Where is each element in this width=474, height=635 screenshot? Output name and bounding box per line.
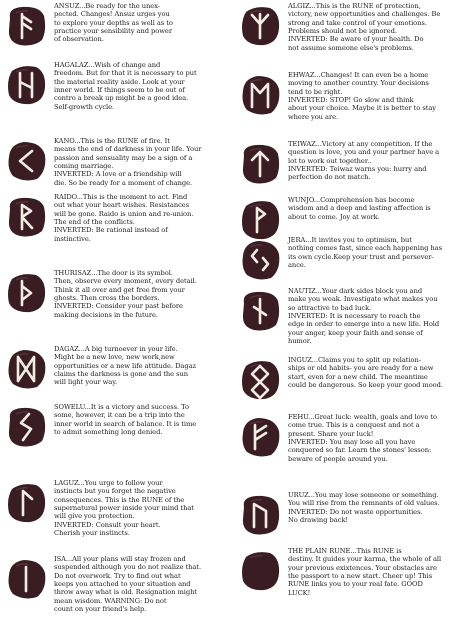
laguz-rune-stone-icon xyxy=(4,481,48,525)
rune-description xyxy=(54,269,233,319)
rune-description-line: INVERTED: Consider your past before xyxy=(54,302,183,311)
rune-description-line: make you weak. Investigate what makes you xyxy=(288,295,438,304)
rune-description-line: moving to another country. Your decisions xyxy=(288,79,429,88)
rune-description-line: INVERTED: Be aware of your health. Do xyxy=(288,35,424,44)
rune-entry-wunjo xyxy=(238,196,467,236)
rune-description-line: JERA...It invites you to optimism, but xyxy=(288,236,412,244)
rune-description xyxy=(288,413,467,463)
rune-description-line: NAUTIZ...Your dark sides block you and xyxy=(288,287,423,295)
left-column xyxy=(4,2,233,635)
rune-description-line: ANSUZ...Be ready for the unex- xyxy=(54,2,161,10)
rune-entry-fehu xyxy=(238,413,467,491)
rune-entry-ansuz xyxy=(4,2,233,61)
the-plain-rune-rune-stone-icon xyxy=(238,549,282,593)
rune-description-line: HAGALAZ...Wish of change and xyxy=(54,61,161,69)
rune-description-line: keeps you attached to your situation and xyxy=(54,580,191,589)
rune-description xyxy=(288,140,467,182)
rune-description-line: ALGIZ...This is the RUNE of protection, xyxy=(288,2,421,10)
rune-description-line: You will rise from the remnants of old values. xyxy=(288,499,440,508)
thurisaz-rune-stone-icon xyxy=(4,271,48,315)
rune-description-line: ISA...All your plans will stay frozen and xyxy=(54,555,186,563)
rune-description xyxy=(288,71,467,121)
rune-description-line: pected. Changes! Ansuz urges you xyxy=(54,10,170,19)
rune-description-line: KANO...This is the RUNE of fire. It xyxy=(54,137,170,145)
algiz-rune-stone-icon xyxy=(238,4,282,48)
rune-description-line: instinctive. xyxy=(54,234,91,243)
rune-description-line: its own cycle.Keep your trust and persever- xyxy=(288,252,434,261)
rune-description xyxy=(288,236,467,269)
rune-description-line: INVERTED: A love or a friendship will xyxy=(54,170,182,179)
fehu-rune-stone-icon xyxy=(238,415,282,459)
rune-description-line: claims the darkness is gone and the sun xyxy=(54,370,189,379)
rune-description-line: consequences. This is the RUNE of the xyxy=(54,495,185,504)
rune-entry-jera xyxy=(238,236,467,287)
rune-description-line: EHWAZ...Changes! It can even be a home xyxy=(288,71,429,79)
rune-description-line: Self-growth cycle. xyxy=(54,102,115,111)
rune-description-line: humor. xyxy=(288,337,312,346)
rune-description-line: supernatural power inside your mind that xyxy=(54,504,194,513)
rune-description-line: Cherish your instincts. xyxy=(54,529,130,538)
rune-description-line: RAIDO...This is the moment to act. Find xyxy=(54,193,188,201)
rune-description-line: The end of the conflicts. xyxy=(54,218,135,227)
inguz-rune-stone-icon xyxy=(238,358,282,402)
ehwaz-rune-stone-icon xyxy=(238,73,282,117)
rune-entry-laguz xyxy=(4,479,233,555)
rune-description-line: question is love, you and your partner have a xyxy=(288,148,440,157)
rune-description xyxy=(288,491,467,524)
rune-description-line: lot to work out together.. xyxy=(288,156,372,165)
rune-description-line: to admit something long denied. xyxy=(54,428,163,437)
rune-entry-hagalaz xyxy=(4,61,233,137)
rune-entry-kano xyxy=(4,137,233,193)
rune-description-line: could be dangerous. So keep your good mood. xyxy=(288,381,443,390)
rune-description-line: victory, new opportunities and challenges. Be xyxy=(288,10,441,19)
teiwaz-rune-stone-icon xyxy=(238,142,282,186)
rune-entry-nautiz xyxy=(238,287,467,356)
ansuz-rune-stone-icon xyxy=(4,4,48,48)
rune-description-line: strong and take control of your emotions. xyxy=(288,18,427,27)
rune-description-line: Think it all over and get free from your xyxy=(54,285,185,294)
isa-rune-stone-icon xyxy=(4,557,48,601)
rune-description-line: practice your sensibility and power xyxy=(54,27,172,36)
sowelu-rune-stone-icon xyxy=(4,405,48,449)
rune-description-line: perfection do not match. xyxy=(288,173,371,182)
rune-entry-the-plain-rune xyxy=(238,547,467,607)
rune-description-line: of observation. xyxy=(54,35,104,44)
rune-description-line: INVERTED: Consult your heart. xyxy=(54,520,161,529)
rune-description-line: contro a break up might be a good idea. xyxy=(54,94,189,103)
rune-description-line: start, even for a new child. The meantime xyxy=(288,372,428,381)
rune-description-line: nothing comes fast, since each happening has xyxy=(288,244,442,253)
rune-description-line: where you are. xyxy=(288,112,339,121)
rune-description-line: some, however, it can be a trip into the xyxy=(54,411,185,420)
rune-description xyxy=(54,2,233,44)
rune-entry-raido xyxy=(4,193,233,269)
rune-description-line: Do not overwork. Try to find out what xyxy=(54,571,181,580)
rune-description-line: your previous exixtences. Your obstacles are xyxy=(288,563,437,572)
rune-description xyxy=(54,193,233,243)
rune-description-line: tend to be right. xyxy=(288,87,343,96)
rune-description-line: will be gone. Raido is union and re-union. xyxy=(54,209,194,218)
rune-description-line: die. So be ready for a moment of change. xyxy=(54,178,193,187)
rune-description-line: ghosts. Then cross the borders. xyxy=(54,294,160,303)
rune-description-line: LAGUZ...You urge to follow your xyxy=(54,479,163,487)
rune-description-line: means the end of darkness in your life. Your xyxy=(54,145,202,154)
rune-description xyxy=(54,479,233,537)
rune-description-line: out what your heart wishes. Resistances xyxy=(54,201,190,210)
rune-description-line: suspended although you do not realize that. xyxy=(54,563,202,572)
rune-description-line: mean wisdom. WARNING: Do not xyxy=(54,596,167,605)
rune-description-line: INVERTED: Teiwaz warns you: hurry and xyxy=(288,165,427,174)
rune-description-line: conquered so far. Learn the stones' lesson: xyxy=(288,446,432,455)
kano-rune-stone-icon xyxy=(4,139,48,183)
rune-description-line: TEIWAZ...Victory at any competition. If the xyxy=(288,140,433,148)
rune-description-line: making decisions in the future. xyxy=(54,310,158,319)
rune-description-line: DAGAZ...A big turnoever in your life. xyxy=(54,345,178,353)
rune-description xyxy=(288,547,467,597)
rune-description-line: destiny. It guides your karma, the whole of all xyxy=(288,555,442,564)
rune-description-line: URUZ...You may lose someone or something. xyxy=(288,491,439,499)
rune-description-line: freedom. But for that it is necessary to put xyxy=(54,69,197,78)
rune-description-line: SOWELU...It is a victory and success. To xyxy=(54,403,190,411)
rune-description xyxy=(288,356,467,389)
rune-description-line: your anger, keep your faith and sense of xyxy=(288,328,423,337)
rune-description-line: the passport to a new start. Cheer up! This xyxy=(288,572,433,581)
rune-description-line: so attractive to bad luck. xyxy=(288,303,372,312)
rune-description-line: WUNJO...Comprehension has become xyxy=(288,196,415,204)
raido-rune-stone-icon xyxy=(4,195,48,239)
rune-description-line: INGUZ...Claims you to split up relation- xyxy=(288,356,421,364)
rune-description xyxy=(54,137,233,187)
rune-entry-ehwaz xyxy=(238,71,467,140)
right-column xyxy=(238,2,467,607)
rune-description-line: about to come. Joy at work. xyxy=(288,212,380,221)
rune-description-line: INVERTED: Do not waste opportunities. xyxy=(288,507,423,516)
rune-description xyxy=(288,2,467,52)
nautiz-rune-stone-icon xyxy=(238,289,282,333)
rune-description-line: not assume someone else's problems. xyxy=(288,43,414,52)
rune-description xyxy=(54,61,233,111)
dagaz-rune-stone-icon xyxy=(4,347,48,391)
rune-description-line: edge in order to emerge into a new life. Hold xyxy=(288,320,440,329)
jera-rune-stone-icon xyxy=(238,238,282,282)
rune-description-line: Then, observe every moment, every detail. xyxy=(54,277,197,286)
rune-description-line: count on your friend's help. xyxy=(54,605,147,614)
rune-description-line: passion and sensuality may be a sign of a xyxy=(54,153,193,162)
rune-description-line: inner world. If things seem to be out of xyxy=(54,86,185,95)
rune-description xyxy=(288,196,467,221)
rune-description-line: the material reality aside. Look at your xyxy=(54,77,185,86)
rune-description-line: opportunities or a new life attitude. Dagaz xyxy=(54,361,196,370)
rune-entry-algiz xyxy=(238,2,467,71)
rune-description-line: ance. xyxy=(288,261,306,270)
rune-entry-sowelu xyxy=(4,403,233,479)
rune-description-line: will give you protection. xyxy=(54,512,135,521)
rune-description-line: No drawing back! xyxy=(288,516,348,525)
hagalaz-rune-stone-icon xyxy=(4,63,48,107)
rune-description-line: LUCK! xyxy=(288,588,311,597)
rune-description-line: wisdom and a deep and lasting affection is xyxy=(288,204,431,213)
rune-description xyxy=(288,287,467,345)
rune-description-line: present. Share your luck! xyxy=(288,429,374,438)
rune-entry-teiwaz xyxy=(238,140,467,196)
uruz-rune-stone-icon xyxy=(238,493,282,537)
rune-entry-thurisaz xyxy=(4,269,233,345)
rune-description-line: throw away what is old. Resignation might xyxy=(54,588,198,597)
rune-description-line: Problems should not be ignored. xyxy=(288,27,397,36)
rune-description-line: instincts but you forget the negative xyxy=(54,487,176,496)
rune-description-line: will light your way. xyxy=(54,378,118,387)
rune-description-line: beware of people around you. xyxy=(288,454,388,463)
rune-description-line: INVERTED: It is necessary to reach the xyxy=(288,312,421,321)
rune-description xyxy=(54,345,233,387)
rune-entry-dagaz xyxy=(4,345,233,403)
rune-description xyxy=(54,555,233,613)
rune-description-line: INVERTED: You may lose all you have xyxy=(288,438,416,447)
rune-description-line: to explore your depths as well as to xyxy=(54,18,173,27)
rune-description-line: INVERTED: STOP! Go slow and think xyxy=(288,96,414,105)
rune-description xyxy=(54,403,233,436)
rune-description-line: come true. This is a conquest and not a xyxy=(288,421,420,430)
rune-description-line: RUNE links you to your real fate. GOOD xyxy=(288,580,423,589)
rune-entry-uruz xyxy=(238,491,467,547)
rune-description-line: INVERTED: Be rational instead of xyxy=(54,226,168,235)
rune-description-line: inner world in search of balance. It is time xyxy=(54,419,197,428)
rune-entry-isa xyxy=(4,555,233,635)
rune-description-line: about your choice. Maybe it is better to stay xyxy=(288,104,437,113)
rune-description-line: FEHU...Great luck: wealth, goals and love to xyxy=(288,413,437,421)
rune-description-line: THURISAZ...The door is its symbol. xyxy=(54,269,173,277)
rune-description-line: ships or old habits- you are ready for a new xyxy=(288,364,434,373)
rune-entry-inguz xyxy=(238,356,467,413)
rune-description-line: coming marriage. xyxy=(54,162,114,171)
rune-description-line: Might be a new love, new work,new xyxy=(54,353,175,362)
rune-description-line: THE PLAIN RUNE...This RUNE is xyxy=(288,547,402,555)
